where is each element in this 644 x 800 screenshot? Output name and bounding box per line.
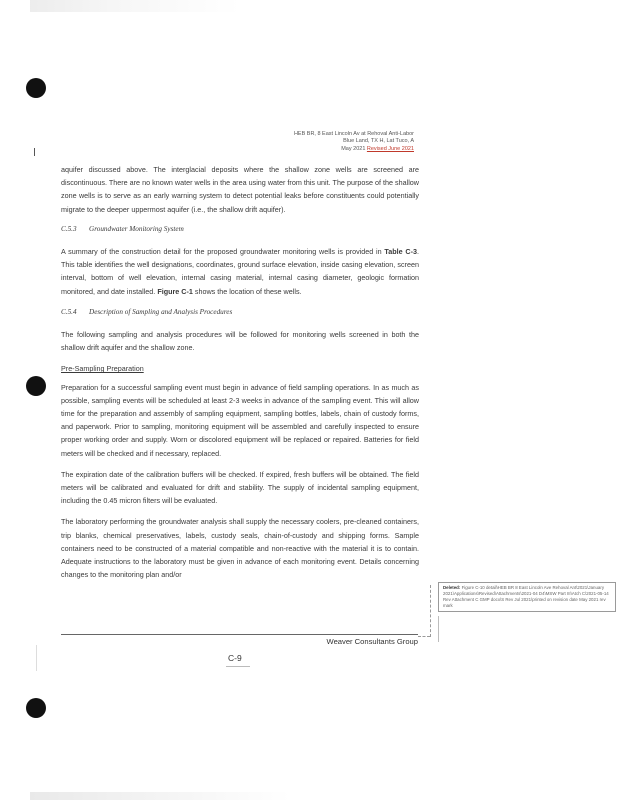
- header-revision: Revised June 2021: [366, 145, 414, 152]
- header-date: May 2021: [341, 145, 366, 152]
- table-reference: Table C-3: [384, 247, 417, 257]
- footer-divider: [61, 634, 418, 635]
- preparation-paragraph-1: Preparation for a successful sampling event must begin in advance of field sampling operations. In as much as possible, sampling events will be scheduled at least 2-3 weeks in advance of the sampling event. This will allow time for the preparation and assembly of sampling equipment, sampling bottles, labels, chain of custody forms, and paperwork. Prior to sampling, monitoring equipment will be assembled and carefully inspected to ensure proper working order and supply. Worn or discolored equipment will be replaced or repaired. Batteries for field meters will be checked and if necessary, replaced.: [61, 382, 419, 458]
- comment-text: Figure C-10 detail\HEB BR 8 East Lincoln Ave Rehoval Ant\2021\January 2021\Applications\Revised\Attachments\2021-04 D4\MSW Part III\Atch C\2021-05-14 Rev Attachment C GMP docx\S Rev Jul 2021\printed on revision date May 2021 rev mark: [443, 585, 609, 608]
- comment-label: Deleted:: [443, 585, 461, 590]
- margin-mark-bottom: [36, 645, 37, 671]
- section-number: C.5.4: [61, 307, 77, 316]
- paragraph-text: shows the location of these wells.: [192, 286, 302, 296]
- monitoring-system-paragraph: [61, 245, 419, 298]
- header-line-3: [294, 146, 414, 153]
- section-title: Groundwater Monitoring System: [89, 224, 184, 233]
- comment-margin-line: [438, 616, 442, 642]
- page-header: [294, 131, 414, 153]
- margin-mark-top: [34, 148, 35, 156]
- figure-reference: Figure C-1: [157, 286, 193, 296]
- punch-hole-middle: [26, 376, 46, 396]
- punch-hole-top: [26, 78, 46, 98]
- preparation-paragraph-2: The expiration date of the calibration buffers will be checked. If expired, fresh buffers will be obtained. The field meters will be calibrated and evaluated for drift and stability. The supply of incidental sampling equipment, including the 0.45 micron filters will be evaluated.: [61, 469, 419, 506]
- document-body: [61, 163, 419, 589]
- section-title: Description of Sampling and Analysis Procedures: [89, 307, 233, 316]
- sampling-procedures-paragraph: The following sampling and analysis procedures will be followed for monitoring wells screened in both the shallow drift aquifer and the shallow zone.: [61, 330, 419, 353]
- punch-hole-bottom: [26, 698, 46, 718]
- subsection-heading: Pre-Sampling Preparation: [61, 364, 144, 374]
- section-heading-c54: [61, 306, 419, 319]
- paragraph-text: . This table identifies the well designations, coordinates, ground surface elevation, inside casing elevation, screen interval, bottom of well elevation, internal casing material, internal casing diameter, geologic formation monitored, and date installed.: [61, 247, 419, 296]
- section-number: C.5.3: [61, 224, 77, 233]
- deletion-comment[interactable]: [438, 582, 616, 612]
- scan-artifact-top: [30, 0, 240, 12]
- preparation-paragraph-3: The laboratory performing the groundwater analysis shall supply the necessary coolers, pre-cleaned containers, trip blanks, chemical preservatives, labels, custody seals, chain-of-custody and shipping forms. Sample containers need to be constructed of a material compatible and non-reactive with the material it is to contain. Adequate instructions to the laboratory must be given in advance of each monitoring event. Details concerning changes to the monitoring plan and/or: [61, 517, 419, 580]
- page-number: C-9: [228, 653, 242, 663]
- scan-artifact-bottom: [30, 792, 290, 800]
- paragraph-text: A summary of the construction detail for the proposed groundwater monitoring wells is provided in: [61, 247, 382, 257]
- footer-company: Weaver Consultants Group: [326, 637, 418, 646]
- comment-connector: [418, 636, 430, 638]
- header-line-1: HEB BR, 8 East Lincoln Av at Rehoval Anti-Labor: [293, 131, 414, 137]
- section-heading-c53: [61, 223, 419, 236]
- intro-paragraph: aquifer discussed above. The interglacial deposits where the shallow zone wells are screened are discontinuous. There are no known water wells in the area using water from this unit. The purpose of the shallow zone wells is to serve as an early warning system to detect potential leaks before constituents could potentially migrate to the deeper uppermost aquifer (i.e., the shallow drift aquifer).: [61, 165, 419, 214]
- comment-connector-vertical: [430, 585, 431, 637]
- header-line-2: Blue Land, TX H, Lat Tuco, A: [343, 138, 414, 145]
- page-number-underline: [226, 666, 250, 667]
